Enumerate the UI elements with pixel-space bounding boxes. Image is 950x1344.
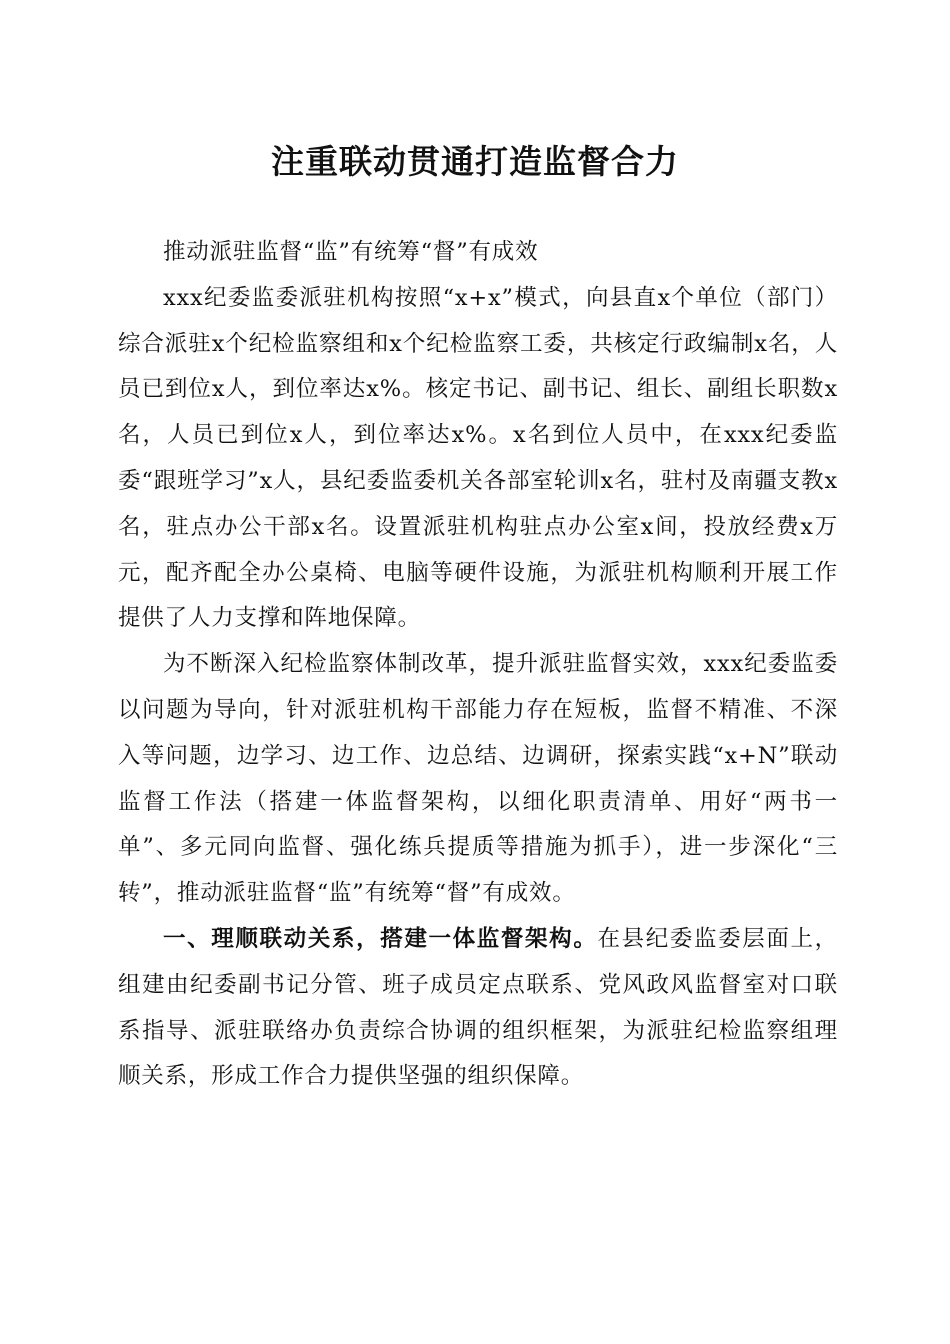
subtitle-paragraph: 推动派驻监督“监”有统筹“督”有成效 [163, 239, 539, 265]
document-title: 注重联动贯通打造监督合力 [271, 142, 679, 181]
paragraph-1: xxx纪委监委派驻机构按照“x+x”模式，向县直x个单位（部门）综合派驻x个纪检监察组和x个纪检监察工委，共核定行政编制x名，人员已到位x人，到位率达x%。核定书记、副书记、组长、副组长职数x名，人员已到位x人，到位率达x%。x名到位人员中，在xxx纪委监委“跟班学习”x人，县纪委监委机关各部室轮训x名，驻村及南疆支教x名，驻点办公干部x名。设置派驻机构驻点办公室x间，投放经费x万元，配齐配全办公桌椅、电脑等硬件设施，为派驻机构顺利开展工作提供了人力支撑和阵地保障。 [118, 284, 838, 632]
section-1-paragraph [118, 917, 838, 1100]
paragraph-2: 为不断深入纪检监察体制改革，提升派驻监督实效，xxx纪委监委以问题为导向，针对派驻机构干部能力存在短板，监督不精准、不深入等问题，边学习、边工作、边总结、边调研，探索实践“x+N”联动监督工作法（搭建一体监督架构，以细化职责清单、用好“两书一单”、多元同向监督、强化练兵提质等措施为抓手），进一步深化“三转”，推动派驻监督“监”有统筹“督”有成效。 [118, 651, 838, 907]
section-1-heading: 一、理顺联动关系，搭建一体监督架构。 [163, 925, 598, 952]
section-1-text: 在县纪委监委层面上，组建由纪委副书记分管、班子成员定点联系、党风政风监督室对口联系指导、派驻联络办负责综合协调的组织框架，为派驻纪检监察组理顺关系，形成工作合力提供坚强的组织保障。 [118, 925, 838, 1090]
document-body [118, 230, 838, 1100]
